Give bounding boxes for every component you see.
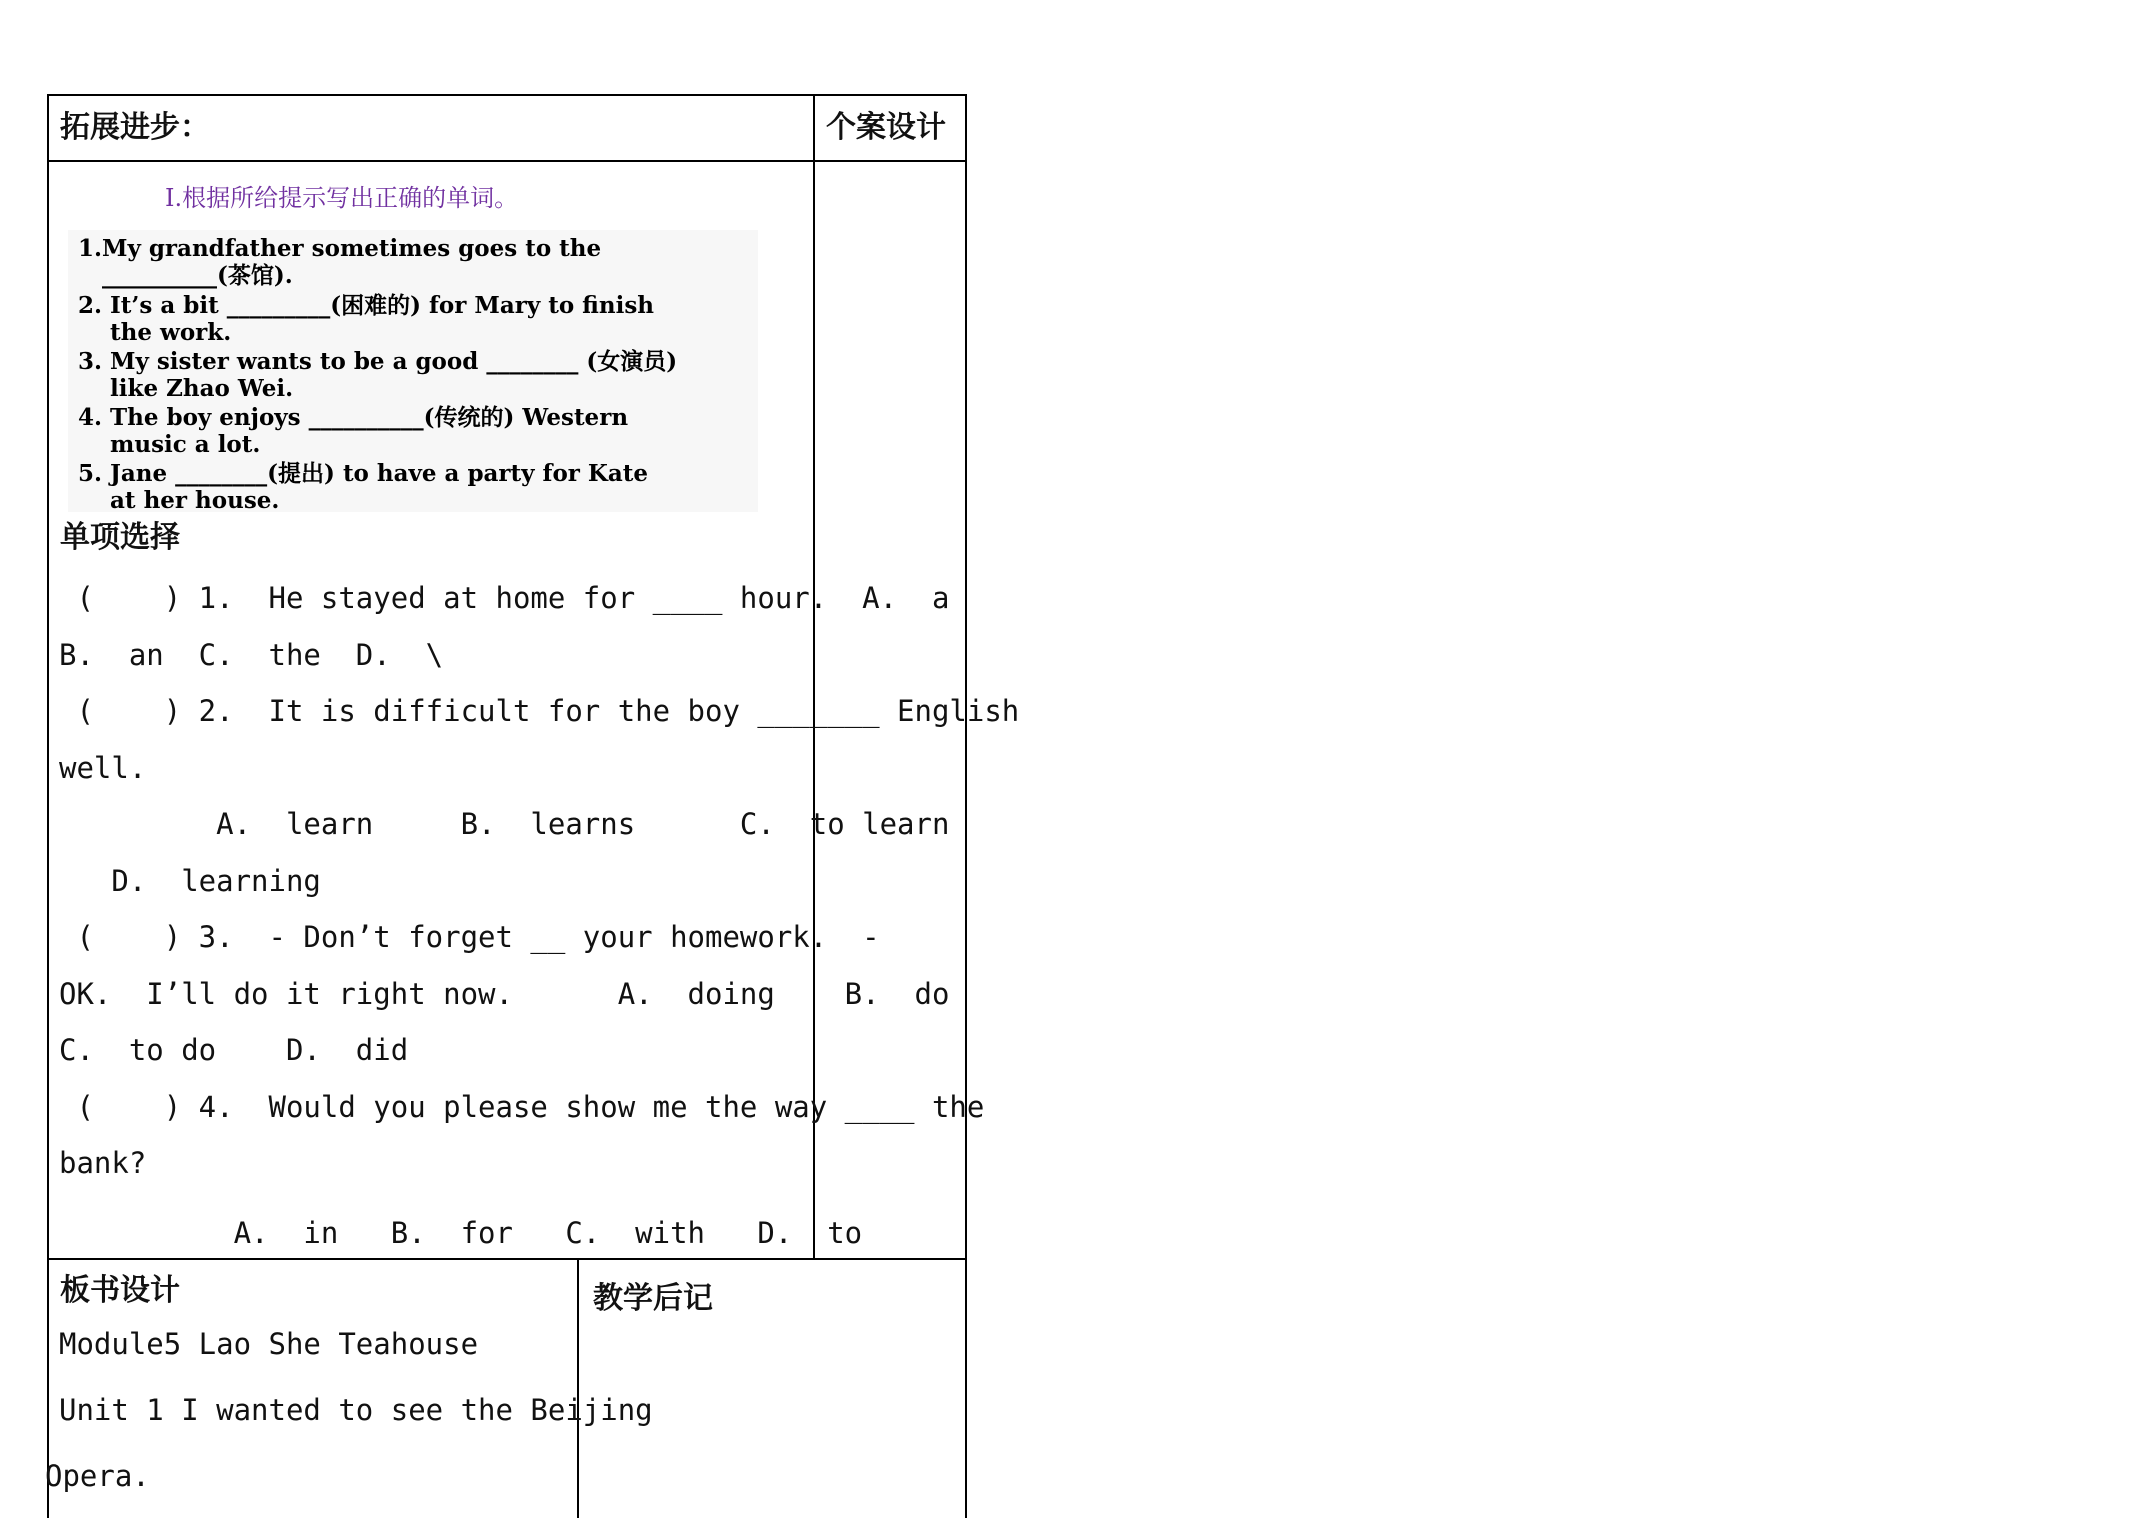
exercise-line: music a lot.: [78, 431, 261, 458]
question-line: C. to do D. did: [59, 1033, 409, 1067]
exercise-line: 1.My grandfather sometimes goes to the: [78, 235, 602, 262]
question-line: ( ) 3. - Don’t forget __ your homework. -: [59, 920, 880, 954]
question-line: A. learn B. learns C. to learn: [59, 807, 950, 841]
exercise-title: Ⅰ.根据所给提示写出正确的单词。: [165, 184, 519, 212]
exercise-line: __________(茶馆).: [78, 262, 293, 289]
question-line: bank?: [59, 1146, 147, 1180]
question-line: well.: [59, 751, 147, 785]
question-line: A. in B. for C. with D. to: [59, 1216, 863, 1250]
header-row-divider: [47, 160, 967, 162]
question-line: ( ) 2. It is difficult for the boy _______ English: [59, 694, 1020, 728]
table-border-top: [47, 94, 967, 96]
exercise-line: 5. Jane ________(提出) to have a party for Kate: [78, 460, 649, 487]
exercise-line: 4. The boy enjoys __________(传统的) Western: [78, 404, 629, 431]
table-border-right: [965, 94, 967, 1518]
board-design-heading: 板书设计: [60, 1273, 180, 1308]
exercise-line: 2. It’s a bit _________(困难的) for Mary to finish: [78, 292, 655, 319]
exercise-line: 3. My sister wants to be a good ________ (女演员): [78, 348, 678, 375]
question-line: ( ) 4. Would you please show me the way ____ the: [59, 1090, 985, 1124]
exercise-line: the work.: [78, 319, 232, 346]
exercise-line: like Zhao Wei.: [78, 375, 294, 402]
board-design-line: Module5 Lao She Teahouse: [59, 1327, 479, 1361]
question-line: ( ) 1. He stayed at home for ____ hour. A. a: [59, 581, 950, 615]
personal-design-label: 个案设计: [826, 110, 946, 145]
multiple-choice-heading: 单项选择: [60, 520, 180, 555]
question-line: B. an C. the D. \: [59, 638, 444, 672]
column-divider-personal: [813, 94, 815, 1258]
teaching-notes-heading: 教学后记: [593, 1281, 713, 1316]
question-line: OK. I’ll do it right now. A. doing B. do: [59, 977, 950, 1011]
exercise-image: [68, 230, 758, 512]
extension-label: 拓展进步：: [60, 110, 210, 145]
column-divider-notes: [577, 1258, 579, 1518]
board-design-line: Opera.: [45, 1459, 150, 1493]
question-line: D. learning: [59, 864, 321, 898]
board-design-line: Unit 1 I wanted to see the Beijing: [59, 1393, 653, 1427]
exercise-line: at her house.: [78, 487, 280, 514]
multiple-choice-section: [49, 515, 1020, 1255]
